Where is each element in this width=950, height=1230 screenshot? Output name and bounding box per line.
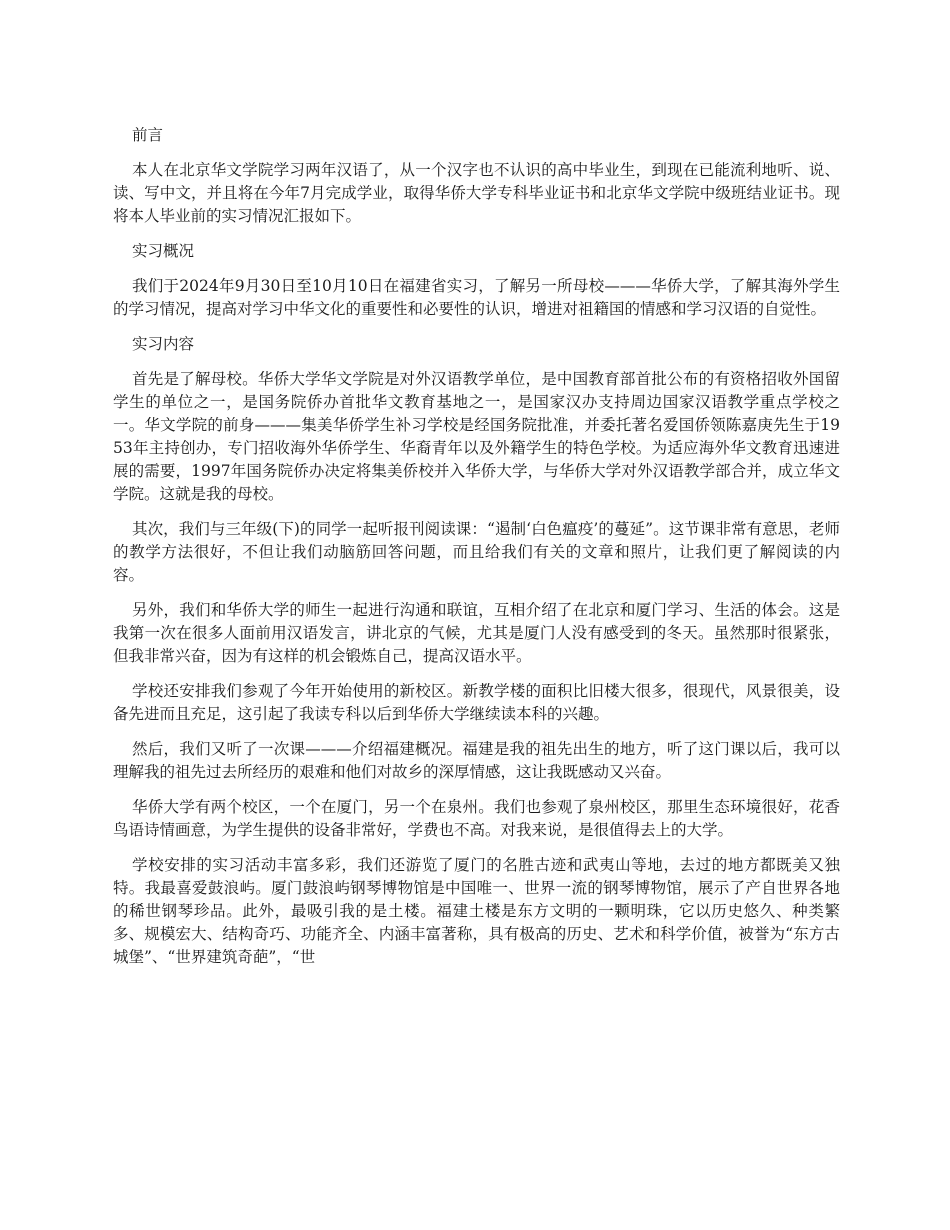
paragraph-new-campus: 学校还安排我们参观了今年开始使用的新校区。新教学楼的面积比旧楼大很多，很现代，风景很美，设备先进而且充足，这引起了我读专科以后到华侨大学继续读本科的兴趣。 <box>113 682 840 723</box>
heading-preface: 前言 <box>132 126 164 144</box>
paragraph-intro: 本人在北京华文学院学习两年汉语了，从一个汉字也不认识的高中毕业生，到现在已能流利地听、说、读、写中文，并且将在今年7月完成学业，取得华侨大学专科毕业证书和北京华文学院中级班结业证书。现将本人毕业前的实习情况汇报如下。 <box>113 161 840 225</box>
heading-content: 实习内容 <box>132 335 195 353</box>
paragraph-alma-mater: 首先是了解母校。华侨大学华文学院是对外汉语教学单位，是中国教育部首批公布的有资格招收外国留学生的单位之一，是国务院侨办首批华文教育基地之一，是国家汉办支持周边国家汉语教学重点学校之一。华文学院的前身———集美华侨学生补习学校是经国务院批准，并委托著名爱国侨领陈嘉庚先生于1953年主持创办，专门招收海外华侨学生、华裔青年以及外籍学生的特色学校。为适应海外华文教育迅速进展的需要，1997年国务院侨办决定将集美侨校并入华侨大学，与华侨大学对外汉语教学部合并，成立华文学院。这就是我的母校。 <box>113 370 840 503</box>
paragraph-reading-class: 其次，我们与三年级(下)的同学一起听报刊阅读课：“遏制‘白色瘟疫’的蔓延”。这节课非常有意思，老师的教学方法很好，不但让我们动脑筋回答问题，而且给我们有关的文章和照片，让我们更了解阅读的内容。 <box>113 520 840 584</box>
paragraph-overview: 我们于2024年9月30日至10月10日在福建省实习，了解另一所母校———华侨大学，了解其海外学生的学习情况，提高对学习中华文化的重要性和必要性的认识，增进对祖籍国的情感和学习汉语的自觉性。 <box>113 277 840 318</box>
paragraph-exchange: 另外，我们和华侨大学的师生一起进行沟通和联谊，互相介绍了在北京和厦门学习、生活的体会。这是我第一次在很多人面前用汉语发言，讲北京的气候，尤其是厦门人没有感受到的冬天。虽然那时很紧张，但我非常兴奋，因为有这样的机会锻炼自己，提高汉语水平。 <box>113 601 840 665</box>
paragraph-fujian-class: 然后，我们又听了一次课———介绍福建概况。福建是我的祖先出生的地方，听了这门课以后，我可以理解我的祖先过去所经历的艰难和他们对故乡的深厚情感，这让我既感动又兴奋。 <box>113 740 840 781</box>
heading-overview: 实习概况 <box>132 242 195 260</box>
document-page <box>113 124 840 981</box>
paragraph-activities: 学校安排的实习活动丰富多彩，我们还游览了厦门的名胜古迹和武夷山等地，去过的地方都既美又独特。我最喜爱鼓浪屿。厦门鼓浪屿钢琴博物馆是中国唯一、世界一流的钢琴博物馆，展示了产自世界各地的稀世钢琴珍品。此外，最吸引我的是土楼。福建土楼是东方文明的一颗明珠，它以历史悠久、种类繁多、规模宏大、结构奇巧、功能齐全、内涵丰富著称，具有极高的历史、艺术和科学价值，被誉为“东方古城堡”、“世界建筑奇葩”，“世 <box>113 856 840 966</box>
paragraph-campuses: 华侨大学有两个校区，一个在厦门，另一个在泉州。我们也参观了泉州校区，那里生态环境很好，花香鸟语诗情画意，为学生提供的设备非常好，学费也不高。对我来说，是很值得去上的大学。 <box>113 798 840 839</box>
